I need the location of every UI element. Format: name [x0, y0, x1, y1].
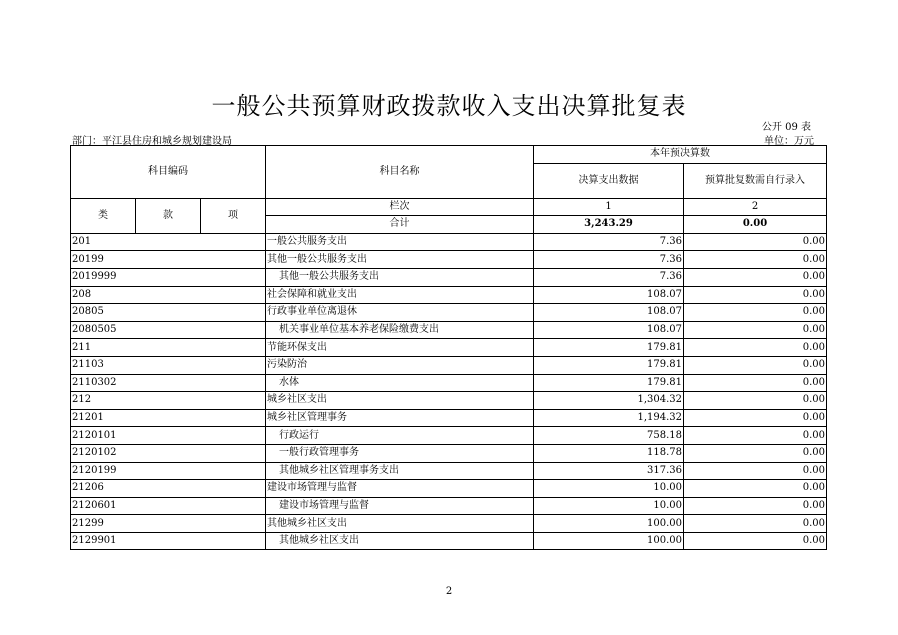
header-col-actual: 决算支出数据 — [534, 163, 684, 198]
row-approved: 0.00 — [684, 321, 827, 339]
row-actual: 1,194.32 — [534, 409, 684, 427]
table-row — [71, 374, 827, 392]
row-code: 212 — [71, 392, 266, 410]
row-actual: 100.00 — [534, 532, 684, 550]
header-xiang: 项 — [201, 198, 266, 233]
row-name: 一般公共服务支出 — [266, 233, 534, 251]
row-name: 城乡社区管理事务 — [266, 409, 534, 427]
table-row — [71, 409, 827, 427]
table-row — [71, 339, 827, 357]
table-row — [71, 462, 827, 480]
table-row — [71, 286, 827, 304]
row-actual: 179.81 — [534, 339, 684, 357]
total-label: 合计 — [266, 216, 534, 234]
row-approved: 0.00 — [684, 392, 827, 410]
row-code: 201 — [71, 233, 266, 251]
row-approved: 0.00 — [684, 233, 827, 251]
row-approved: 0.00 — [684, 374, 827, 392]
table-row — [71, 268, 827, 286]
table-row — [71, 251, 827, 269]
row-name: 一般行政管理事务 — [266, 444, 534, 462]
row-name: 行政运行 — [266, 427, 534, 445]
page-number: 2 — [445, 586, 453, 597]
row-name: 其他城乡社区支出 — [266, 515, 534, 533]
row-code: 2110302 — [71, 374, 266, 392]
row-approved: 0.00 — [684, 532, 827, 550]
row-name: 其他一般公共服务支出 — [266, 251, 534, 269]
row-approved: 0.00 — [684, 427, 827, 445]
page-title: 一般公共预算财政拨款收入支出决算批复表 — [211, 92, 687, 120]
row-actual: 100.00 — [534, 515, 684, 533]
row-name: 其他一般公共服务支出 — [266, 268, 534, 286]
row-code: 21201 — [71, 409, 266, 427]
row-name: 其他城乡社区支出 — [266, 532, 534, 550]
row-actual: 108.07 — [534, 304, 684, 322]
row-approved: 0.00 — [684, 251, 827, 269]
table-row — [71, 233, 827, 251]
row-code: 20199 — [71, 251, 266, 269]
row-code: 2120601 — [71, 497, 266, 515]
row-approved: 0.00 — [684, 515, 827, 533]
row-name: 节能环保支出 — [266, 339, 534, 357]
row-actual: 7.36 — [534, 233, 684, 251]
row-actual: 1,304.32 — [534, 392, 684, 410]
header-subject-name: 科目名称 — [266, 146, 534, 199]
table-row — [71, 497, 827, 515]
row-actual: 108.07 — [534, 286, 684, 304]
row-code: 2019999 — [71, 268, 266, 286]
table-row — [71, 392, 827, 410]
unit-label: 单位：万元 — [764, 136, 814, 147]
row-name: 行政事业单位离退休 — [266, 304, 534, 322]
row-actual: 179.81 — [534, 356, 684, 374]
total-approved: 0.00 — [684, 216, 827, 234]
header-lanci: 栏次 — [266, 198, 534, 216]
row-actual: 179.81 — [534, 374, 684, 392]
row-approved: 0.00 — [684, 462, 827, 480]
row-approved: 0.00 — [684, 356, 827, 374]
row-approved: 0.00 — [684, 444, 827, 462]
row-code: 21299 — [71, 515, 266, 533]
form-number: 公开 09 表 — [761, 122, 811, 133]
row-actual: 108.07 — [534, 321, 684, 339]
header-col1-no: 1 — [534, 198, 684, 216]
header-subject-code: 科目编码 — [71, 146, 266, 199]
row-name: 建设市场管理与监督 — [266, 480, 534, 498]
row-name: 其他城乡社区管理事务支出 — [266, 462, 534, 480]
row-actual: 7.36 — [534, 251, 684, 269]
row-approved: 0.00 — [684, 286, 827, 304]
row-actual: 118.78 — [534, 444, 684, 462]
budget-table — [70, 145, 827, 550]
row-code: 2129901 — [71, 532, 266, 550]
table-row — [71, 321, 827, 339]
table-row — [71, 532, 827, 550]
header-col-approved: 预算批复数需自行录入 — [684, 163, 827, 198]
table-row — [71, 444, 827, 462]
row-code: 208 — [71, 286, 266, 304]
table-row — [71, 427, 827, 445]
row-name: 机关事业单位基本养老保险缴费支出 — [266, 321, 534, 339]
row-code: 2120199 — [71, 462, 266, 480]
table-row — [71, 480, 827, 498]
header-col2-no: 2 — [684, 198, 827, 216]
row-approved: 0.00 — [684, 304, 827, 322]
row-approved: 0.00 — [684, 480, 827, 498]
row-code: 21103 — [71, 356, 266, 374]
row-actual: 317.36 — [534, 462, 684, 480]
header-kuan: 款 — [136, 198, 201, 233]
row-code: 2120101 — [71, 427, 266, 445]
row-code: 21206 — [71, 480, 266, 498]
row-code: 2120102 — [71, 444, 266, 462]
row-name: 城乡社区支出 — [266, 392, 534, 410]
table-row — [71, 304, 827, 322]
row-actual: 10.00 — [534, 497, 684, 515]
row-code: 2080505 — [71, 321, 266, 339]
department-label: 部门：平江县住房和城乡规划建设局 — [72, 136, 232, 147]
row-code: 211 — [71, 339, 266, 357]
row-approved: 0.00 — [684, 409, 827, 427]
table-row — [71, 515, 827, 533]
header-lei: 类 — [71, 198, 136, 233]
row-approved: 0.00 — [684, 339, 827, 357]
table-row — [71, 356, 827, 374]
row-actual: 7.36 — [534, 268, 684, 286]
row-name: 污染防治 — [266, 356, 534, 374]
row-code: 20805 — [71, 304, 266, 322]
row-approved: 0.00 — [684, 497, 827, 515]
row-name: 水体 — [266, 374, 534, 392]
total-actual: 3,243.29 — [534, 216, 684, 234]
row-actual: 10.00 — [534, 480, 684, 498]
row-approved: 0.00 — [684, 268, 827, 286]
header-current-year: 本年预决算数 — [534, 146, 827, 164]
row-name: 建设市场管理与监督 — [266, 497, 534, 515]
row-name: 社会保障和就业支出 — [266, 286, 534, 304]
row-actual: 758.18 — [534, 427, 684, 445]
